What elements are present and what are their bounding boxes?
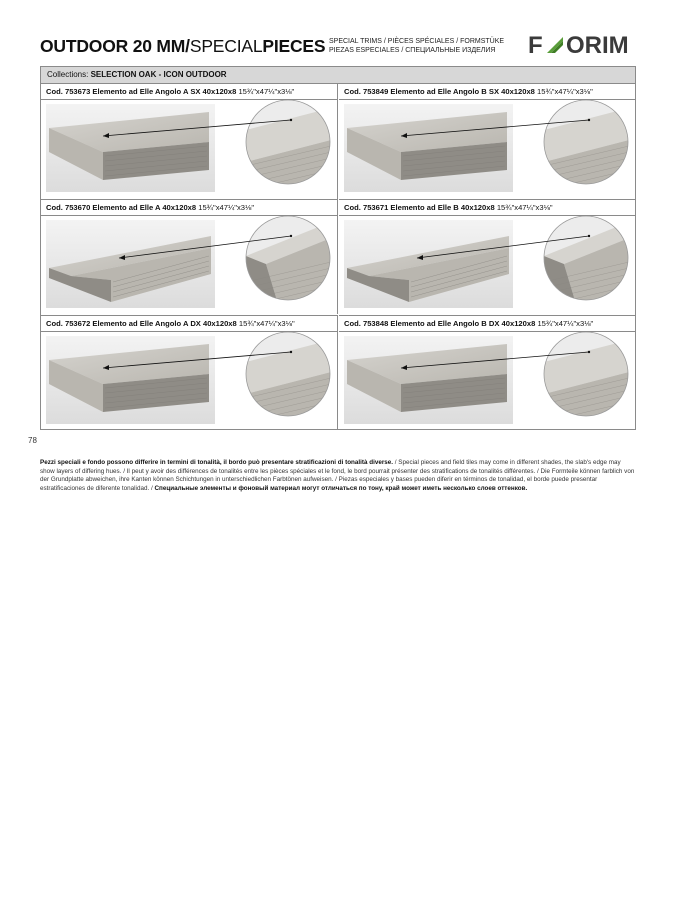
detail-zoom xyxy=(544,100,634,198)
collections-value: SELECTION OAK - ICON OUTDOOR xyxy=(90,70,227,79)
piece-caption xyxy=(41,200,337,216)
footnote-russian: Специальные элементы и фоновый материал могут отличаться по тону, край может иметь несколько слоев оттенков. xyxy=(154,484,528,492)
page-number: 78 xyxy=(28,436,37,445)
pieces-grid xyxy=(41,84,635,430)
leaf-icon xyxy=(547,37,563,53)
pointer-dot xyxy=(588,235,590,237)
piece-caption xyxy=(339,200,635,216)
piece-size: 15¾"x47¼"x3⅛" xyxy=(196,203,255,212)
piece-card xyxy=(41,199,338,314)
detail-zoom xyxy=(544,332,634,430)
footnote xyxy=(40,459,636,493)
piece-code: Cod. 753672 Elemento ad Elle Angolo A DX 40x120x8 xyxy=(46,319,237,328)
piece-code: Cod. 753670 Elemento ad Elle A 40x120x8 xyxy=(46,203,197,212)
piece-size: 15¾"x47¼"x3⅛" xyxy=(236,87,295,96)
piece-code: Cod. 753849 Elemento ad Elle Angolo B SX 40x120x8 xyxy=(344,87,535,96)
piece-card xyxy=(41,315,338,430)
piece-caption xyxy=(339,316,635,332)
piece-code: Cod. 753671 Elemento ad Elle B 40x120x8 xyxy=(344,203,495,212)
pointer-dot xyxy=(588,351,590,353)
page-header xyxy=(40,32,638,60)
pointer-dot xyxy=(588,119,590,121)
translated-titles-line2: PIEZAS ESPECIALES / СПЕЦИАЛЬНЫЕ ИЗДЕЛИЯ xyxy=(329,46,496,54)
collections-bar xyxy=(41,67,635,84)
piece-illustration xyxy=(41,100,337,198)
piece-code: Cod. 753673 Elemento ad Elle Angolo A SX 40x120x8 xyxy=(46,87,237,96)
piece-illustration xyxy=(339,216,635,314)
pointer-dot xyxy=(290,351,292,353)
pointer-dot xyxy=(290,119,292,121)
piece-code: Cod. 753848 Elemento ad Elle Angolo B DX 40x120x8 xyxy=(344,319,536,328)
piece-card xyxy=(41,84,338,199)
florim-logo-graphic xyxy=(528,32,638,58)
piece-illustration xyxy=(339,332,635,430)
translated-titles-line1: SPECIAL TRIMS / PIÈCES SPÉCIALES / FORMSTÜKE xyxy=(329,38,505,45)
piece-size: 15¾"x47¼"x3⅛" xyxy=(535,319,594,328)
title-part-special: SPECIAL xyxy=(189,36,263,56)
piece-illustration xyxy=(41,216,337,314)
piece-illustration xyxy=(41,332,337,430)
title-part-outdoor: OUTDOOR 20 MM/ xyxy=(40,36,190,56)
piece-illustration xyxy=(339,100,635,198)
piece-card xyxy=(339,315,635,430)
piece-caption xyxy=(339,84,635,100)
florim-logo xyxy=(528,32,638,58)
detail-zoom xyxy=(246,100,336,198)
collections-label: Collections: xyxy=(47,70,91,79)
svg-text:ORIM: ORIM xyxy=(566,32,629,58)
translated-titles xyxy=(329,38,504,55)
piece-size: 15¾"x47¼"x3⅛" xyxy=(494,203,553,212)
footnote-translations: / Special pieces and field tiles may come in different shades, the slab's edge may show layers of differing hues. / Il peut y avoir des différences de tonalités entre les pièces spéciales et le fond, le bord pourrait présenter des stratifications de tonalités différentes. / Die Formteile können farblich von der Grundplatte abweichen, ihre Kanten können Schichtungen in unterschiedlichen Farbtönen aufweisen. / Piezas especiales y bases pueden diferir en términos de tonalidad, el borde puede presentar estratificaciones de diferente tonalidad. / xyxy=(40,459,635,492)
detail-zoom xyxy=(246,216,336,314)
detail-zoom xyxy=(544,216,634,314)
piece-card xyxy=(339,84,635,199)
piece-caption xyxy=(41,84,337,100)
pointer-dot xyxy=(290,235,292,237)
detail-zoom xyxy=(246,332,336,430)
piece-caption xyxy=(41,316,337,332)
piece-card xyxy=(339,199,635,314)
svg-text:F: F xyxy=(528,32,543,58)
title-part-pieces: PIECES xyxy=(262,36,326,56)
piece-size: 15¾"x47¼"x3⅛" xyxy=(534,87,593,96)
pieces-panel xyxy=(40,66,636,430)
page-title xyxy=(40,36,325,56)
footnote-italian: Pezzi speciali e fondo possono differire in termini di tonalità, il bordo può presentare stratificazioni di tonalità diverse. xyxy=(40,459,394,466)
piece-size: 15¾"x47¼"x3⅛" xyxy=(236,319,295,328)
